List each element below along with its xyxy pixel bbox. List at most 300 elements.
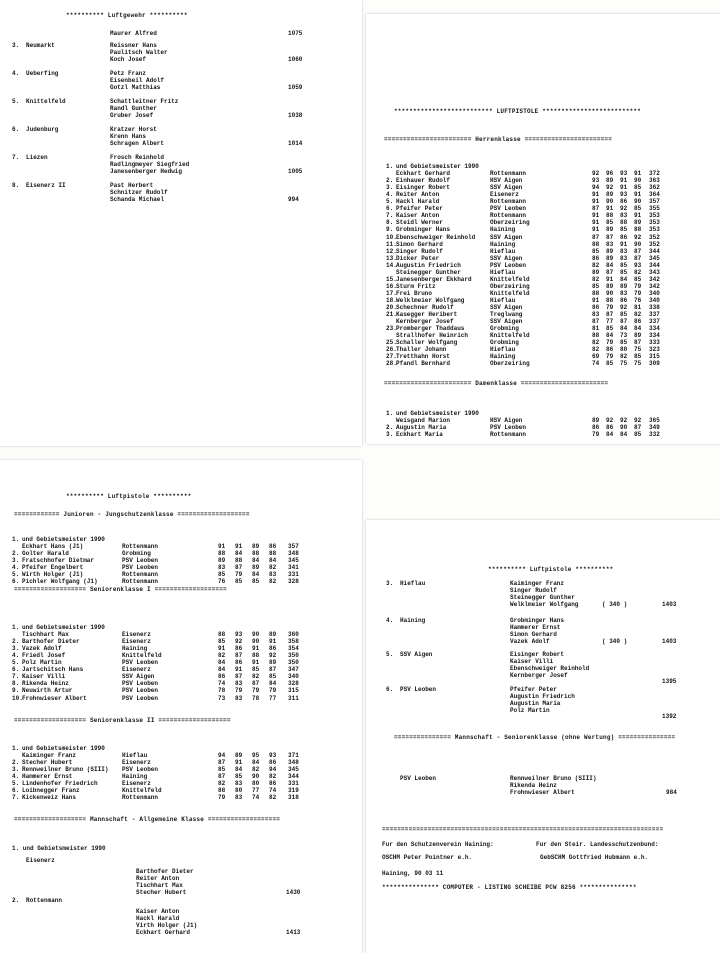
herren-row-cell: Eisinger Robert	[396, 184, 451, 192]
herren-row-cell: Kasegger Heribert	[396, 311, 458, 319]
senior1-row-cell: 74	[218, 680, 226, 688]
team-member: Welklmeier Wolfgang	[510, 601, 579, 608]
senior1-row-cell: 87	[235, 673, 243, 681]
herren-row-cell: 93	[592, 177, 600, 185]
herren-row-cell: 94	[592, 184, 600, 192]
junior-row-cell: Rottenmann	[122, 543, 159, 551]
page-title: ********** Luftpistole **********	[488, 566, 614, 573]
team-club: Eisenerz II	[26, 182, 66, 189]
herren-row-cell: 82	[592, 339, 600, 347]
junior-row-cell: 76	[218, 578, 226, 586]
herren-row-cell: Dicker Peter	[396, 254, 440, 262]
herren-row-cell: Oberzeiring	[490, 219, 530, 227]
senior2-row-cell: Loibnegger Franz	[22, 787, 80, 795]
section-header: =================== Mannschaft - Allgemeine Klasse ===================	[14, 816, 281, 823]
team-rank: 3.	[386, 580, 394, 587]
section-header: =============== Mannschaft - Seniorenklasse (ohne Wertung) ===============	[394, 734, 676, 741]
senior1-row-cell: 92	[235, 638, 243, 646]
herren-row-cell: Hieflau	[490, 268, 516, 276]
team-club: Rottenmann	[26, 897, 63, 904]
team-member: Augustin Maria	[510, 700, 561, 707]
herren-row-cell: SSV Aigen	[490, 254, 523, 262]
herren-row-cell: 93	[634, 261, 642, 269]
senior1-row-cell: 88	[218, 631, 226, 639]
senior2-row-cell: 77	[252, 787, 260, 795]
herren-row-cell: 79	[606, 304, 614, 311]
senior2-row-cell: 84	[252, 759, 260, 767]
damen-row-cell: 90	[620, 424, 628, 432]
page-top-left	[0, 0, 362, 446]
herren-row-cell: 344	[649, 261, 660, 269]
herren-row-cell: Oberzeiring	[490, 282, 530, 290]
junior-row-cell: PSV Leoben	[122, 557, 159, 565]
section-header: ======================= Herrenklasse =======================	[384, 136, 613, 143]
herren-row-cell: HSV Aigen	[490, 177, 523, 185]
herren-row-cell: Sturm Fritz	[396, 282, 436, 290]
herren-row-cell: 83	[620, 289, 628, 297]
herren-row-cell: 83	[606, 240, 614, 248]
senior1-row-cell: 79	[252, 687, 260, 695]
herren-row-cell: 87	[606, 311, 614, 319]
senior2-row-cell: 88	[218, 787, 226, 795]
senior2-row-cell: 7.	[12, 794, 20, 802]
junior-row-cell: 89	[252, 543, 260, 551]
junior-row-cell: 2.	[12, 550, 20, 558]
herren-row-cell: 81	[592, 325, 600, 333]
team-member: Grobminger Hans	[510, 617, 565, 624]
senior1-row-cell: 4.	[12, 652, 20, 660]
herren-row-cell: 90	[606, 198, 614, 206]
senior1-row-cell: 10.	[12, 694, 23, 702]
herren-row-cell: 82	[592, 346, 600, 354]
damen-row-cell: HSV Aigen	[490, 417, 523, 425]
herren-row-cell: 91	[620, 177, 628, 185]
herren-row-cell: 355	[649, 205, 660, 213]
herren-row-cell: 357	[649, 198, 660, 206]
senior2-row-cell: 85	[235, 773, 243, 781]
senior1-row-cell: 86	[235, 659, 243, 667]
herren-row-cell: Rottenmann	[490, 170, 527, 178]
herren-row-cell: 2.	[386, 177, 394, 185]
herren-row-cell: Ebenschweiger Reinhold	[396, 233, 476, 241]
herren-row-cell: 89	[634, 332, 642, 340]
footer-left-signature: OSCHM Peter Pointner e.h.	[382, 854, 473, 861]
team-member: Schanda Michael	[110, 196, 165, 203]
herren-row-cell: 337	[649, 311, 660, 319]
herren-row-cell: SSV Aigen	[490, 233, 523, 241]
herren-row-cell: 91	[634, 170, 642, 178]
senior1-row-cell: 78	[218, 687, 226, 695]
damen-row-cell: 92	[606, 417, 614, 425]
senior1-row-cell: 7.	[12, 673, 20, 681]
herren-row-cell: 85	[592, 247, 600, 255]
herren-row-cell: 93	[620, 170, 628, 178]
herren-row-cell: 91	[592, 191, 600, 199]
herren-row-cell: 12.	[386, 247, 397, 255]
senior1-row-cell: 87	[252, 680, 260, 688]
herren-row-cell: 85	[620, 339, 628, 347]
team-member: Eisenbeil Adolf	[110, 77, 165, 84]
team-member: Kaiminger Franz	[510, 580, 565, 587]
senior2-row-cell: 90	[252, 773, 260, 781]
section-header: =================== Seniorenklasse II ===================	[14, 717, 231, 724]
senior2-row-cell: 93	[269, 752, 277, 760]
senior1-row-cell: 3.	[12, 645, 20, 653]
footer-left-title: Fur den Schutzenverein Haining:	[382, 841, 494, 848]
senior1-row-cell: Frohnwieser Albert	[22, 694, 87, 702]
senior2-row-cell: 345	[288, 766, 299, 774]
page-title: ********** Luftpistole **********	[66, 493, 192, 500]
team-member: Schragen Albert	[110, 140, 165, 147]
team-member: Pfeifer Peter	[510, 686, 557, 693]
herren-row-cell: 76	[634, 296, 642, 304]
team-member: Gotzl Matthias	[110, 84, 161, 91]
team-club: Hieflau	[400, 580, 426, 587]
team-total: 1430	[286, 889, 301, 896]
senior1-row-cell: 358	[288, 638, 299, 646]
herren-row-cell: Treglwang	[490, 311, 523, 319]
team-member: Paulitsch Walter	[110, 49, 168, 56]
senior1-row-cell: Eisenerz	[122, 666, 151, 674]
herren-row-cell: 91	[592, 296, 600, 304]
senior2-row-cell: 87	[218, 773, 226, 781]
herren-row-cell: 87	[634, 247, 642, 255]
herren-row-cell: 91	[606, 205, 614, 213]
senior2-row-cell: 89	[235, 752, 243, 760]
section-header: ============ Junioren - Jungschutzenklasse ===================	[14, 511, 250, 518]
team-rank: 4.	[386, 617, 394, 624]
herren-row-cell: 309	[649, 360, 660, 368]
team-member: Kaiser Villi	[510, 658, 554, 665]
footer-right-title: Fur den Steir. Landesschutzenbund:	[536, 841, 659, 848]
team-club: SSV Aigen	[400, 651, 433, 658]
herren-row-cell: 85	[606, 219, 614, 227]
team-member: Gruber Josef	[110, 112, 154, 119]
senior2-row-cell: 331	[288, 780, 299, 788]
herren-row-cell: 79	[634, 289, 642, 297]
herren-row-cell: 81	[634, 304, 642, 311]
herren-row-cell: 84	[606, 332, 614, 340]
senior1-row-cell: 315	[288, 687, 299, 695]
herren-row-cell: 4.	[386, 191, 394, 199]
senior1-row-cell: SSV Aigen	[122, 673, 155, 681]
senior1-row-cell: 90	[252, 638, 260, 646]
herren-row-cell: 73	[620, 332, 628, 340]
herren-row-cell: Einhauer Rudolf	[396, 177, 451, 185]
senior1-row-cell: 93	[235, 631, 243, 639]
team-rank: 6.	[12, 126, 20, 133]
herren-row-cell: Schechner Rudolf	[396, 304, 454, 311]
herren-row-cell: 86	[620, 296, 628, 304]
herren-row-cell: Reiter Anton	[396, 191, 440, 199]
herren-row-cell: 74	[592, 360, 600, 368]
footer-place-date: Haining, 90 03 11	[382, 870, 444, 877]
team-rank: 7.	[12, 154, 20, 161]
herren-row-cell: SSV Aigen	[490, 304, 523, 311]
junior-row-cell: 88	[269, 550, 277, 558]
herren-row-cell: 7.	[386, 212, 394, 220]
herren-row-cell: Haining	[490, 353, 516, 361]
damen-row-cell: 86	[606, 424, 614, 432]
team-member: Kratzer Horst	[110, 126, 157, 133]
senior1-row-cell: Haining	[122, 645, 148, 653]
damen-row-cell: Eckhart Maria	[396, 431, 443, 439]
team-total: 1059	[288, 84, 303, 91]
senior1-row-cell: 9.	[12, 687, 20, 695]
junior-row-cell: 88	[235, 557, 243, 565]
herren-row-cell: 337	[649, 318, 660, 326]
damen-row-cell: 85	[634, 431, 642, 439]
damen-row-cell: 1.	[386, 410, 394, 417]
team-member: Stecher Hubert	[136, 889, 187, 896]
herren-row-cell: 69	[592, 353, 600, 361]
damen-row-cell: Rottenmann	[490, 431, 527, 439]
separator: ==========================================================================	[382, 826, 664, 833]
junior-row-cell: Fratschhofer Dietmar	[22, 557, 95, 565]
senior2-row-cell: 95	[252, 752, 260, 760]
herren-row-cell: 343	[649, 268, 660, 276]
herren-row-cell: Kaiser Anton	[396, 212, 440, 220]
senior1-row-cell: 86	[235, 645, 243, 653]
herren-row-cell: Augustin Friedrich	[396, 261, 461, 269]
team-total: 1075	[288, 30, 303, 37]
team-member: Hackl Harald	[136, 915, 180, 922]
junior-row-cell: Golter Harald	[22, 550, 69, 558]
junior-row-cell: Pichler Wolfgang (J1)	[22, 578, 98, 586]
herren-row-cell: 362	[649, 184, 660, 192]
junior-row-cell: 328	[288, 578, 299, 586]
herren-row-cell: 85	[634, 353, 642, 361]
herren-row-cell: Pfandl Bernhard	[396, 360, 451, 368]
senior2-row-cell: 82	[252, 766, 260, 774]
junior-row-cell: 84	[235, 550, 243, 558]
herren-row-cell: 96	[606, 170, 614, 178]
junior-row-cell: 79	[235, 571, 243, 579]
junior-row-cell: Wirth Holger (J1)	[22, 571, 84, 579]
herren-row-cell: 92	[620, 304, 628, 311]
herren-row-cell: 92	[634, 233, 642, 241]
senior1-row-cell: Eisenerz	[122, 638, 151, 646]
senior2-row-cell: 85	[218, 766, 226, 774]
damen-row-cell: 2.	[386, 424, 394, 432]
herren-row-cell: Hieflau	[490, 346, 516, 354]
herren-row-cell: 352	[649, 240, 660, 248]
senior2-row-cell: Hieflau	[122, 752, 148, 760]
junior-row-cell: 85	[252, 578, 260, 586]
herren-row-cell: 82	[592, 275, 600, 283]
team-member: Steinegger Gunther	[510, 594, 575, 601]
herren-row-cell: Thaller Johann	[396, 346, 447, 354]
senior1-row-cell: Barthofer Dieter	[22, 638, 80, 646]
junior-row-cell: 88	[252, 550, 260, 558]
senior1-row-cell: 91	[218, 645, 226, 653]
senior1-row-cell: 89	[269, 659, 277, 667]
junior-row-cell: 357	[288, 543, 299, 551]
team-member: Rennweilner Bruno (SIII)	[510, 775, 597, 782]
herren-row-cell: Oberzeiring	[490, 360, 530, 368]
team-member: Ebenschweiger Reinhold	[510, 665, 590, 672]
herren-row-cell: 87	[620, 318, 628, 326]
senior2-row-cell: 2.	[12, 759, 20, 767]
herren-row-cell: Hieflau	[490, 247, 516, 255]
team-rank: 4.	[12, 70, 20, 77]
herren-row-cell: 3.	[386, 184, 394, 192]
team-member: Petz Franz	[110, 70, 147, 77]
herren-row-cell: 372	[649, 170, 660, 178]
team-extra: ( 340 )	[602, 638, 628, 645]
team-member: Rikenda Heinz	[510, 782, 557, 789]
junior-row-cell: 83	[218, 564, 226, 572]
team-member: Kernberger Josef	[510, 672, 568, 679]
junior-row-cell: 82	[269, 578, 277, 586]
herren-row-cell: 92	[620, 205, 628, 213]
herren-row-cell: 90	[634, 198, 642, 206]
herren-row-cell: 86	[620, 233, 628, 241]
junior-row-cell: 4.	[12, 564, 20, 572]
junior-row-cell: 345	[288, 557, 299, 565]
team-total: 1014	[288, 140, 303, 147]
herren-row-cell: Eckhart Gerhard	[396, 170, 451, 178]
herren-row-cell: Rottenmann	[490, 198, 527, 206]
junior-row-cell: 348	[288, 550, 299, 558]
herren-row-cell: Grobminger Hans	[396, 226, 451, 234]
junior-row-cell: 3.	[12, 557, 20, 565]
herren-row-cell: 84	[620, 325, 628, 333]
herren-row-cell: 85	[606, 325, 614, 333]
team-club: Eisenerz	[26, 857, 55, 864]
senior1-row-cell: 89	[269, 631, 277, 639]
damen-row-cell: 365	[649, 417, 660, 425]
senior1-row-cell: 87	[235, 652, 243, 660]
herren-row-cell: 315	[649, 353, 660, 361]
damen-row-cell: 92	[620, 417, 628, 425]
page-bottom-left	[0, 460, 362, 953]
herren-row-cell: 1.	[386, 163, 394, 170]
herren-row-cell: 80	[620, 346, 628, 354]
senior2-row-cell: 86	[269, 759, 277, 767]
herren-row-cell: Knittelfeld	[490, 275, 530, 283]
section-header: ======================= Damenklasse =======================	[384, 380, 609, 387]
herren-row-cell: SSV Aigen	[490, 184, 523, 192]
senior1-row-cell: PSV Leoben	[122, 680, 159, 688]
team-member: Barthofer Dieter	[136, 868, 194, 875]
junior-row-cell: Rottenmann	[122, 578, 159, 586]
herren-row-cell: 353	[649, 219, 660, 227]
team-member: Vazek Adolf	[510, 638, 550, 645]
senior1-row-cell: Vazek Adolf	[22, 645, 62, 653]
damen-row-cell: 3.	[386, 431, 394, 439]
junior-row-cell: 5.	[12, 571, 20, 579]
damen-row-cell: 89	[592, 417, 600, 425]
damen-row-cell: 349	[649, 424, 660, 432]
herren-row-cell: 90	[634, 240, 642, 248]
senior2-row-cell: Lindenhofer Friedrich	[22, 780, 98, 788]
herren-row-cell: 89	[606, 177, 614, 185]
herren-row-cell: 344	[649, 247, 660, 255]
senior1-row-cell: 6.	[12, 666, 20, 674]
senior1-row-cell: 360	[288, 631, 299, 639]
senior2-row-cell: 5.	[12, 780, 20, 788]
junior-row-cell: 91	[235, 543, 243, 551]
senior2-row-cell: Haining	[122, 773, 148, 781]
herren-row-cell: 85	[634, 275, 642, 283]
team-member: Reissner Hans	[110, 42, 157, 49]
herren-row-cell: 89	[592, 268, 600, 276]
herren-row-cell: 363	[649, 177, 660, 185]
herren-row-cell: PSV Leoben	[490, 261, 527, 269]
damen-row-cell: und Gebietsmeister 1990	[396, 410, 479, 417]
herren-row-cell: 89	[606, 226, 614, 234]
senior2-row-cell: 82	[218, 780, 226, 788]
herren-row-cell: 88	[592, 332, 600, 340]
herren-row-cell: 91	[592, 226, 600, 234]
senior1-row-cell: Kaiser Villi	[22, 673, 66, 681]
herren-row-cell: 91	[592, 219, 600, 227]
senior2-row-cell: Kickenweiz Hans	[22, 794, 77, 802]
senior2-row-cell: 83	[235, 780, 243, 788]
junior-row-cell: 82	[269, 564, 277, 572]
herren-row-cell: 334	[649, 332, 660, 340]
herren-row-cell: 83	[620, 254, 628, 262]
section-header: =================== Seniorenklasse I ===================	[14, 586, 227, 593]
team-club: PSV Leoben	[400, 686, 437, 693]
herren-row-cell: 11.	[386, 240, 397, 248]
senior1-row-cell: Tischhart Max	[22, 631, 69, 639]
team-member: Past Herbert	[110, 182, 154, 189]
herren-row-cell: 75	[634, 346, 642, 354]
senior2-row-cell: 371	[288, 752, 299, 760]
damen-row-cell: Weisgand Marion	[396, 417, 451, 425]
herren-row-cell: Hackl Harald	[396, 198, 440, 206]
herren-row-cell: 87	[592, 318, 600, 326]
junior-row-cell: 341	[288, 564, 299, 572]
senior1-row-cell: 340	[288, 673, 299, 681]
damen-row-cell: 332	[649, 431, 660, 439]
herren-row-cell: 85	[620, 268, 628, 276]
herren-row-cell: Grobming	[490, 339, 519, 347]
herren-row-cell: PSV Leoben	[490, 205, 527, 213]
herren-row-cell: 87	[606, 268, 614, 276]
senior1-row-cell: 79	[235, 687, 243, 695]
junior-row-cell: 87	[235, 564, 243, 572]
team-club: Liezen	[26, 154, 48, 161]
junior-row-cell: 88	[218, 550, 226, 558]
herren-row-cell: 334	[649, 325, 660, 333]
senior1-row-cell: 91	[269, 638, 277, 646]
herren-row-cell: 91	[592, 212, 600, 220]
herren-row-cell: 17.	[386, 289, 397, 297]
herren-row-cell: 83	[592, 311, 600, 319]
herren-row-cell: 83	[620, 247, 628, 255]
senior2-row-cell: PSV Leoben	[122, 766, 159, 774]
herren-row-cell: 82	[592, 261, 600, 269]
herren-row-cell: 340	[649, 296, 660, 304]
damen-row-cell: 87	[634, 424, 642, 432]
team-total: 984	[666, 789, 677, 796]
team-member: Krenn Hans	[110, 133, 147, 140]
damen-row-cell: 84	[620, 431, 628, 439]
junior-row-cell: 89	[252, 564, 260, 572]
senior1-row-cell: 5.	[12, 659, 20, 667]
junior-row-cell: Pfeifer Engelbert	[22, 564, 84, 572]
herren-row-cell: 352	[649, 233, 660, 241]
herren-row-cell: 92	[606, 184, 614, 192]
senior1-row-cell: 82	[218, 652, 226, 660]
senior2-row-cell: 4.	[12, 773, 20, 781]
damen-row-cell: 92	[634, 417, 642, 425]
herren-row-cell: 23.	[386, 325, 397, 333]
senior1-row-cell: 84	[218, 659, 226, 667]
